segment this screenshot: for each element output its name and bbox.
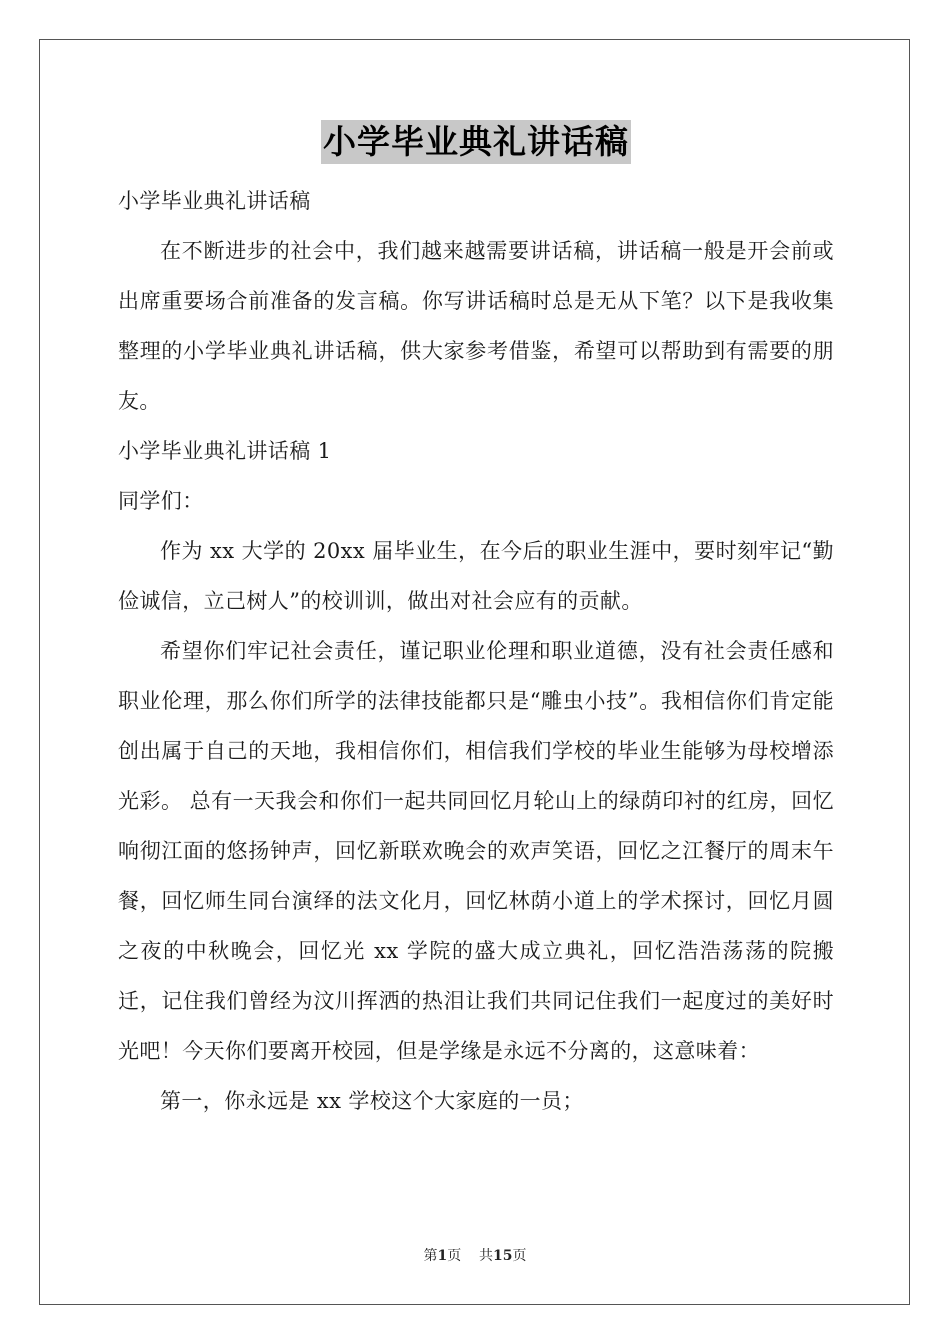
paragraph: 作为 xx 大学的 20xx 届毕业生，在今后的职业生涯中，要时刻牢记“勤俭诚信，立己树人”的校训训，做出对社会应有的贡献。 — [118, 539, 834, 613]
paragraph: 同学们： — [118, 489, 204, 513]
page-footer — [0, 1245, 950, 1265]
page-prefix: 第 — [423, 1248, 438, 1264]
total-prefix: 共 — [479, 1248, 494, 1264]
page-suffix: 页 — [447, 1248, 462, 1264]
paragraph: 第一，你永远是 xx 学校这个大家庭的一员； — [160, 1089, 584, 1113]
title-block — [118, 120, 834, 164]
document-body — [118, 120, 834, 1126]
total-pages: 15 — [493, 1248, 513, 1264]
paragraph-list — [118, 176, 834, 1126]
paragraph: 希望你们牢记社会责任，谨记职业伦理和职业道德，没有社会责任感和职业伦理，那么你们所学的法律技能都只是“雕虫小技”。我相信你们肯定能创出属于自己的天地，我相信你们，相信我们学校的毕业生能够为母校增添光彩。 总有一天我会和你们一起共同回忆月轮山上的绿荫印衬的红房，回忆响彻江面的悠扬钟声，回忆新联欢晚会的欢声笑语，回忆之江餐厅的周末午餐，回忆师生同台演绎的法文化月，回忆林荫小道上的学术探讨，回忆月圆之夜的中秋晚会，回忆光 xx 学院的盛大成立典礼，回忆浩浩荡荡的院搬迁，记住我们曾经为汶川挥洒的热泪让我们共同记住我们一起度过的美好时光吧！今天你们要离开校园，但是学缘是永远不分离的，这意味着： — [118, 639, 834, 1063]
paragraph: 小学毕业典礼讲话稿 — [118, 189, 311, 213]
paragraph: 小学毕业典礼讲话稿 1 — [118, 439, 332, 463]
total-suffix: 页 — [512, 1248, 527, 1264]
paragraph: 在不断进步的社会中，我们越来越需要讲话稿，讲话稿一般是开会前或出席重要场合前准备的发言稿。你写讲话稿时总是无从下笔？以下是我收集整理的小学毕业典礼讲话稿，供大家参考借鉴，希望可以帮助到有需要的朋友。 — [118, 239, 834, 413]
page-number: 1 — [437, 1248, 448, 1264]
document-title: 小学毕业典礼讲话稿 — [321, 120, 631, 164]
